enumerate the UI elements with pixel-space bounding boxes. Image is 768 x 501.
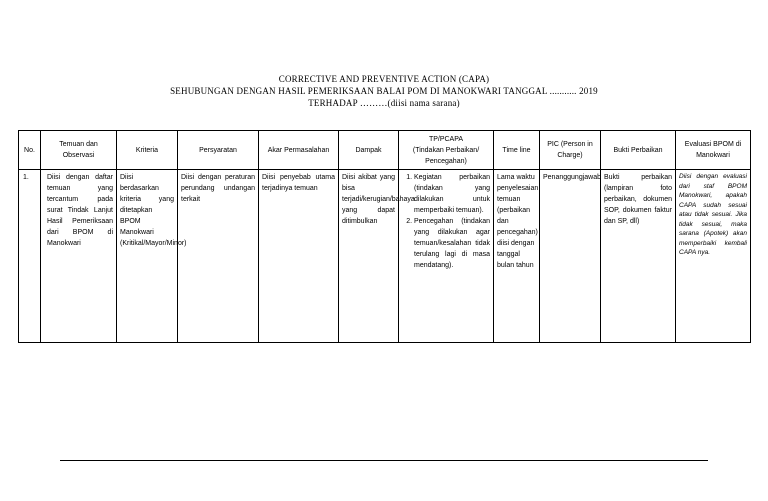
- header-tp-pcapa: [399, 131, 494, 170]
- header-persyaratan: Persyaratan: [178, 131, 259, 170]
- cell-no: 1.: [19, 170, 41, 343]
- header-kriteria: Kriteria: [117, 131, 178, 170]
- header-time-line: Time line: [494, 131, 540, 170]
- cell-temuan: Diisi dengan daftar temuan yang tercantum pada surat Tindak Lanjut Hasil Pemeriksaan dari BPOM di Manokwari: [41, 170, 117, 343]
- cell-evaluasi: Diisi dengan evaluasi dari staf BPOM Manokwari, apakah CAPA sudah sesuai atau tidak sesuai. Jika tidak sesuai, maka sarana (Apotek) akan memperbaiki kembali CAPA nya.: [676, 170, 751, 343]
- header-akar-permasalahan: Akar Permasalahan: [259, 131, 339, 170]
- tp-item-pencegahan: 2. Pencegahan (tindakan yang dilakukan agar temuan/kesalahan tidak terulang lagi di masa mendatang).: [414, 216, 490, 271]
- header-tp-subtitle: (Tindakan Perbaikan/ Pencegahan): [412, 146, 480, 165]
- header-evaluasi: Evaluasi BPOM di Manokwari: [676, 131, 751, 170]
- cell-akar-permasalahan: Diisi penyebab utama terjadinya temuan: [259, 170, 339, 343]
- bottom-divider: [60, 460, 708, 461]
- header-pic: PIC (Person in Charge): [540, 131, 601, 170]
- cell-kriteria: Diisi berdasarkan kriteria yang ditetapkan BPOM Manokwari (Kritikal/Mayor/Minor): [117, 170, 178, 343]
- header-temuan: Temuan dan Observasi: [41, 131, 117, 170]
- header-row: [19, 131, 751, 170]
- document-target-line: TERHADAP ………(diisi nama sarana): [308, 98, 460, 108]
- capa-table: [18, 130, 751, 343]
- cell-bukti-perbaikan: Bukti perbaikan (lampiran foto perbaikan, dokumen SOP, dokumen faktur dan SP, dll): [601, 170, 676, 343]
- header-no: No.: [19, 131, 41, 170]
- cell-time-line: Lama waktu penyelesaian temuan (perbaikan dan pencegahan) diisi dengan tanggal bulan tahun: [494, 170, 540, 343]
- cell-dampak: Diisi akibat yang bisa terjadi/kerugian/bahaya yang dapat ditimbulkan: [339, 170, 399, 343]
- document-subtitle: SEHUBUNGAN DENGAN HASIL PEMERIKSAAN BALAI POM DI MANOKWARI TANGGAL ........... 2019: [170, 86, 598, 96]
- document-title: CORRECTIVE AND PREVENTIVE ACTION (CAPA): [278, 74, 490, 84]
- table-row: [19, 170, 751, 343]
- header-tp-title: TP/PCAPA: [428, 135, 464, 143]
- header-bukti-perbaikan: Bukti Perbaikan: [601, 131, 676, 170]
- header-dampak: Dampak: [339, 131, 399, 170]
- tp-item-perbaikan: 1. Kegiatan perbaikan (tindakan yang dilakukan untuk memperbaiki temuan).: [414, 172, 490, 216]
- cell-pic: Penanggungjawab: [540, 170, 601, 343]
- tp-list: [402, 172, 490, 271]
- cell-persyaratan: Diisi dengan peraturan perundang undangan terkait: [178, 170, 259, 343]
